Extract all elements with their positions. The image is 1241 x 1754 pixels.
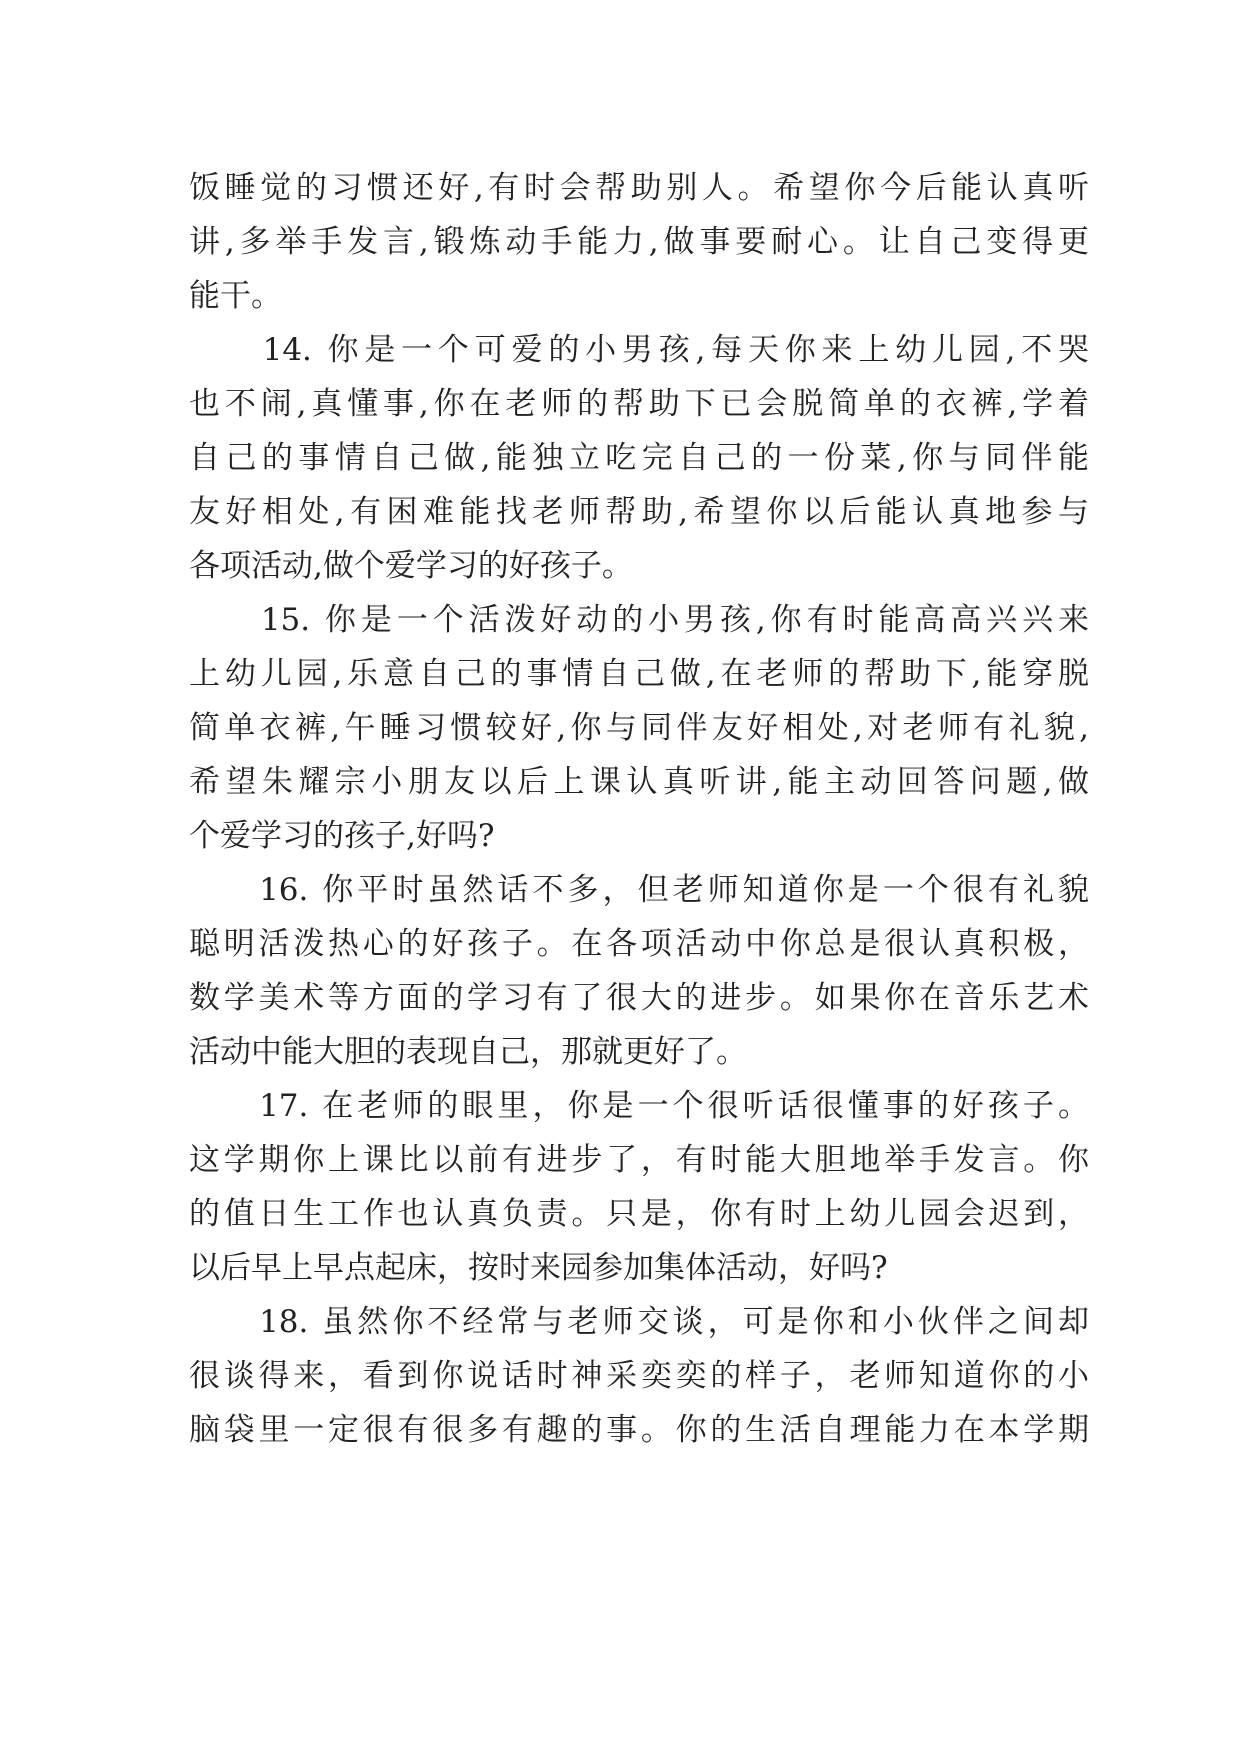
text-line: 能干。 xyxy=(189,278,282,314)
text-line: 自己的事情自己做,能独立吃完自己的一份菜,你与同伴能 xyxy=(189,440,1089,476)
text-line: 18. 虽然你不经常与老师交谈，可是你和小伙伴之间却 xyxy=(189,1304,1089,1340)
text-line: 简单衣裤,午睡习惯较好,你与同伴友好相处,对老师有礼貌, xyxy=(189,710,1089,746)
text-line: 希望朱耀宗小朋友以后上课认真听讲,能主动回答问题,做 xyxy=(189,764,1089,800)
text-line: 15. 你是一个活泼好动的小男孩,你有时能高高兴兴来 xyxy=(189,602,1089,638)
text-line: 17. 在老师的眼里，你是一个很听话很懂事的好孩子。 xyxy=(189,1088,1089,1124)
text-line: 各项活动,做个爱学习的好孩子。 xyxy=(189,548,633,584)
text-line: 16. 你平时虽然话不多，但老师知道你是一个很有礼貌 xyxy=(189,872,1089,908)
text-line: 友好相处,有困难能找老师帮助,希望你以后能认真地参与 xyxy=(189,494,1089,530)
text-line: 个爱学习的孩子,好吗? xyxy=(189,818,495,854)
text-line: 聪明活泼热心的好孩子。在各项活动中你总是很认真积极， xyxy=(189,926,1089,962)
text-line: 活动中能大胆的表现自己，那就更好了。 xyxy=(189,1034,747,1070)
text-line: 以后早上早点起床，按时来园参加集体活动，好吗? xyxy=(189,1250,888,1286)
text-line: 脑袋里一定很有很多有趣的事。你的生活自理能力在本学期 xyxy=(189,1412,1089,1448)
text-line: 的值日生工作也认真负责。只是，你有时上幼儿园会迟到， xyxy=(189,1196,1089,1232)
text-line: 也不闹,真懂事,你在老师的帮助下已会脱简单的衣裤,学着 xyxy=(189,386,1089,422)
text-line: 上幼儿园,乐意自己的事情自己做,在老师的帮助下,能穿脱 xyxy=(189,656,1089,692)
text-line: 讲,多举手发言,锻炼动手能力,做事要耐心。让自己变得更 xyxy=(189,224,1089,260)
text-line: 这学期你上课比以前有进步了，有时能大胆地举手发言。你 xyxy=(189,1142,1089,1178)
text-line: 很谈得来，看到你说话时神采奕奕的样子，老师知道你的小 xyxy=(189,1358,1089,1394)
text-line: 14. 你是一个可爱的小男孩,每天你来上幼儿园,不哭 xyxy=(189,332,1089,368)
text-line: 数学美术等方面的学习有了很大的进步。如果你在音乐艺术 xyxy=(189,980,1089,1016)
text-line: 饭睡觉的习惯还好,有时会帮助别人。希望你今后能认真听 xyxy=(189,170,1089,206)
